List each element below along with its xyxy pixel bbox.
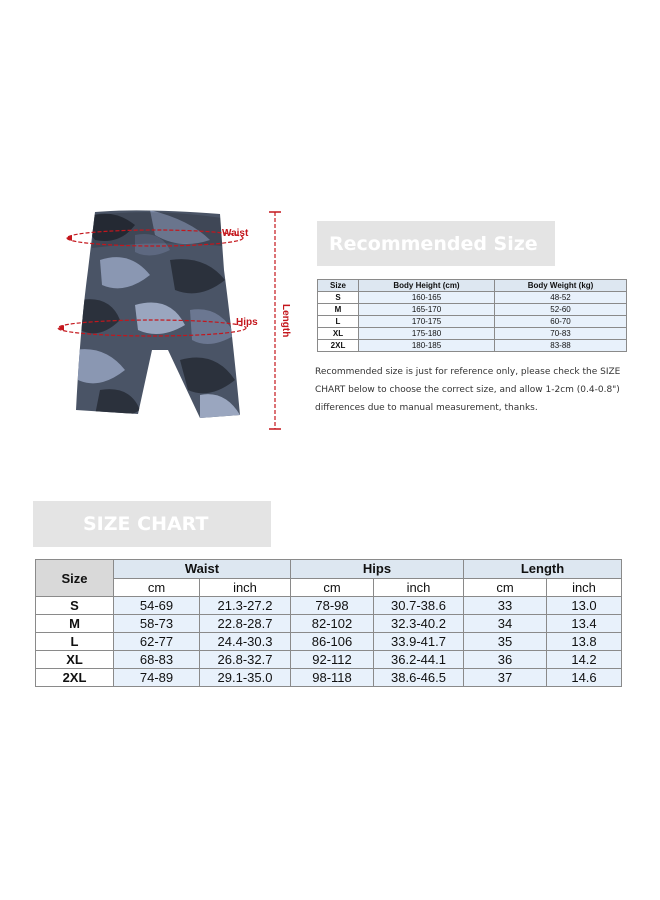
table-cell: 30.7-38.6 [374, 597, 464, 615]
table-cell: 29.1-35.0 [200, 669, 291, 687]
size-cell: S [36, 597, 114, 615]
column-header: Size [318, 280, 359, 292]
table-cell: 60-70 [495, 316, 627, 328]
length-label: Length [280, 304, 291, 338]
recommendation-note: Recommended size is just for reference only, please check the SIZE CHART below to choose the correct size, and allow 1-2cm (0.4-0.8") differences due to manual measurement, thanks. [315, 367, 621, 413]
column-header: Body Weight (kg) [495, 280, 627, 292]
table-cell: 165-170 [359, 304, 495, 316]
table-header-row [318, 280, 627, 292]
recommended-size-banner: Recommended Size [317, 221, 555, 266]
unit-header: inch [200, 578, 291, 597]
table-cell: 13.0 [547, 597, 622, 615]
table-cell: 78-98 [291, 597, 374, 615]
size-chart-table [35, 559, 622, 687]
table-row [318, 328, 627, 340]
waist-group-header: Waist [114, 560, 291, 579]
waist-label: Waist [222, 228, 249, 239]
unit-header: inch [547, 578, 622, 597]
size-cell: XL [36, 651, 114, 669]
table-cell: 34 [464, 615, 547, 633]
table-cell: 98-118 [291, 669, 374, 687]
table-row [36, 651, 622, 669]
table-cell: 33.9-41.7 [374, 633, 464, 651]
table-cell: 36 [464, 651, 547, 669]
size-column-header: Size [36, 560, 114, 597]
table-cell: 74-89 [114, 669, 200, 687]
table-cell: 52-60 [495, 304, 627, 316]
table-cell: 37 [464, 669, 547, 687]
camo-shorts-image [40, 200, 300, 440]
size-cell: M [318, 304, 359, 316]
table-cell: 35 [464, 633, 547, 651]
size-cell: M [36, 615, 114, 633]
shorts-illustration [40, 200, 300, 440]
size-cell: L [36, 633, 114, 651]
unit-header: cm [114, 578, 200, 597]
table-cell: 22.8-28.7 [200, 615, 291, 633]
table-cell: 13.8 [547, 633, 622, 651]
table-row [318, 340, 627, 352]
hips-label: Hips [236, 317, 258, 328]
table-cell: 54-69 [114, 597, 200, 615]
table-cell: 32.3-40.2 [374, 615, 464, 633]
size-cell: 2XL [36, 669, 114, 687]
table-cell: 175-180 [359, 328, 495, 340]
table-cell: 92-112 [291, 651, 374, 669]
table-cell: 14.2 [547, 651, 622, 669]
table-cell: 33 [464, 597, 547, 615]
table-cell: 36.2-44.1 [374, 651, 464, 669]
table-cell: 21.3-27.2 [200, 597, 291, 615]
table-row [36, 597, 622, 615]
size-cell: XL [318, 328, 359, 340]
unit-header-row [36, 578, 622, 597]
hips-group-header: Hips [291, 560, 464, 579]
table-cell: 38.6-46.5 [374, 669, 464, 687]
size-cell: S [318, 292, 359, 304]
table-cell: 180-185 [359, 340, 495, 352]
table-row [36, 633, 622, 651]
unit-header: cm [464, 578, 547, 597]
table-cell: 83-88 [495, 340, 627, 352]
table-cell: 86-106 [291, 633, 374, 651]
table-row [36, 669, 622, 687]
size-cell: 2XL [318, 340, 359, 352]
table-cell: 70-83 [495, 328, 627, 340]
table-row [36, 615, 622, 633]
table-cell: 13.4 [547, 615, 622, 633]
unit-header: inch [374, 578, 464, 597]
table-cell: 68-83 [114, 651, 200, 669]
table-cell: 14.6 [547, 669, 622, 687]
table-cell: 160-165 [359, 292, 495, 304]
table-cell: 62-77 [114, 633, 200, 651]
column-header: Body Height (cm) [359, 280, 495, 292]
table-cell: 82-102 [291, 615, 374, 633]
size-cell: L [318, 316, 359, 328]
length-group-header: Length [464, 560, 622, 579]
table-row [318, 292, 627, 304]
unit-header: cm [291, 578, 374, 597]
table-cell: 48-52 [495, 292, 627, 304]
size-chart-banner: SIZE CHART [33, 501, 271, 547]
table-cell: 24.4-30.3 [200, 633, 291, 651]
table-cell: 26.8-32.7 [200, 651, 291, 669]
table-cell: 170-175 [359, 316, 495, 328]
table-row [318, 316, 627, 328]
table-row [318, 304, 627, 316]
table-cell: 58-73 [114, 615, 200, 633]
table-header-row [36, 560, 622, 579]
recommended-size-table [317, 279, 627, 352]
